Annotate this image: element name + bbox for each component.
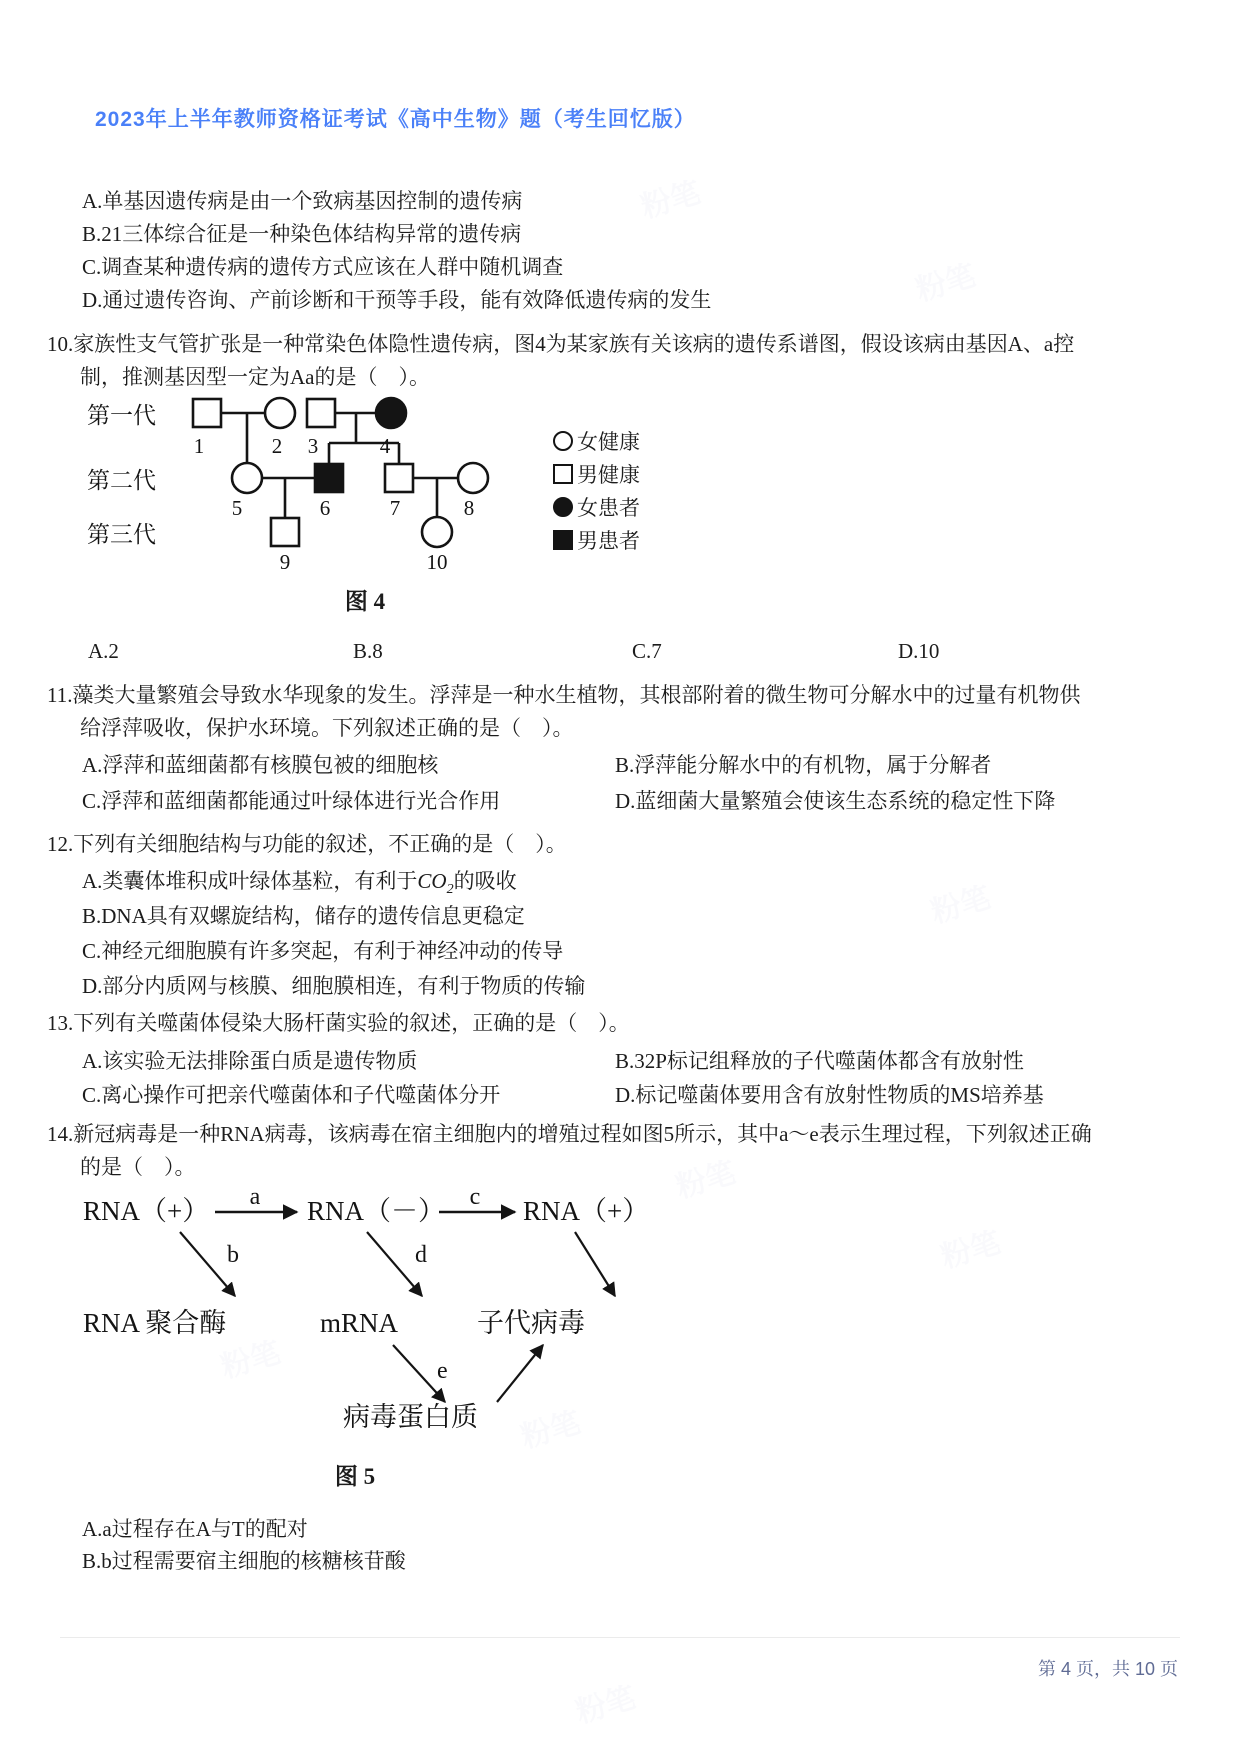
legend-item-affected-female [553,490,640,523]
q9-option-c: C.调查某种遗传病的遗传方式应该在人群中随机调查 [82,255,564,279]
pedigree-number: 5 [231,496,243,520]
legend-label: 男患者 [577,528,640,553]
watermark [935,1218,1005,1277]
pedigree-number: 7 [389,496,401,520]
circle-open-icon [553,431,573,451]
figure4-caption: 图 4 [344,589,386,614]
pedigree-number: 6 [319,496,331,520]
pedigree-legend [553,424,640,556]
pedigree-number: 2 [271,434,283,458]
pedigree-number: 8 [463,496,475,520]
label-process-a: a [249,1190,261,1210]
q14-option-b: B.b过程需要宿主细胞的核糖核苷酸 [82,1549,406,1573]
node-rna-plus-right: RNA（+） [523,1196,650,1226]
q9-option-b: B.21三体综合征是一种染色体结构异常的遗传病 [82,222,522,246]
generation-label-3: 第三代 [87,522,156,547]
q14-stem-line2: 的是（ ）。 [80,1155,196,1179]
q13-option-d: D.标记噬菌体要用含有放射性物质的MS培养基 [615,1083,1044,1107]
q12-stem: 12.下列有关细胞结构与功能的叙述，不正确的是（ ）。 [47,832,567,856]
legend-item-healthy-male [553,457,640,490]
q11-stem-line1: 11.藻类大量繁殖会导致水华现象的发生。浮萍是一种水生植物，其根部附着的微生物可分解水中的过量有机物供 [47,683,1081,707]
legend-label: 女健康 [577,429,640,454]
node-mrna: mRNA [320,1308,399,1338]
q13-option-a: A.该实验无法排除蛋白质是遗传物质 [82,1049,418,1073]
q9-option-a: A.单基因遗传病是由一个致病基因控制的遗传病 [82,189,523,213]
pedigree-number: 3 [307,434,319,458]
pedigree-female-8 [458,463,488,493]
virus-replication-figure [75,1190,655,1435]
pedigree-male-3 [307,399,335,427]
q12-option-a-suffix: 的吸收 [453,869,517,893]
label-process-c: c [469,1190,481,1210]
legend-label: 男健康 [577,462,640,487]
square-filled-icon [553,530,573,550]
circle-filled-icon [553,497,573,517]
node-rna-plus-left: RNA（+） [83,1196,210,1226]
pedigree-number: 9 [279,550,291,574]
q10-stem-line2: 制，推测基因型一定为Aa的是（ ）。 [80,365,430,389]
q10-option-a: A.2 [88,639,119,663]
q13-stem: 13.下列有关噬菌体侵染大肠杆菌实验的叙述，正确的是（ ）。 [47,1011,630,1035]
q10-option-c: C.7 [632,639,662,663]
q11-stem-line2: 给浮萍吸收，保护水环境。下列叙述正确的是（ ）。 [80,716,574,740]
q11-option-c: C.浮萍和蓝细菌都能通过叶绿体进行光合作用 [82,789,501,813]
generation-label-2: 第二代 [87,468,156,493]
pedigree-female-5 [232,463,262,493]
legend-label: 女患者 [577,495,640,520]
node-progeny-virus: 子代病毒 [477,1308,585,1338]
q11-option-a: A.浮萍和蓝细菌都有核膜包被的细胞核 [82,753,439,777]
pedigree-affected-female-4 [376,398,406,428]
q14-option-a: A.a过程存在A与T的配对 [82,1517,308,1541]
label-process-d: d [415,1242,427,1268]
legend-item-healthy-female [553,424,640,457]
q12-option-d: D.部分内质网与核膜、细胞膜相连，有利于物质的传输 [82,974,586,998]
pedigree-number: 4 [379,434,391,458]
co2-formula: CO [417,869,447,893]
co2-subscript: 2 [446,882,454,898]
pedigree-figure [85,393,555,575]
node-viral-protein: 病毒蛋白质 [343,1402,478,1432]
pedigree-female-10 [422,517,452,547]
pedigree-male-7 [385,464,413,492]
figure5-caption: 图 5 [334,1464,376,1489]
page-title: 2023年上半年教师资格证考试《高中生物》题（考生回忆版） [95,108,696,131]
node-rna-polymerase: RNA 聚合酶 [83,1308,227,1338]
q10-stem-line1: 10.家族性支气管扩张是一种常染色体隐性遗传病，图4为某家族有关该病的遗传系谱图，假设该病由基因A、a控 [47,332,1075,356]
label-process-b: b [227,1242,239,1268]
watermark [910,251,980,310]
arrow-protein-to-progeny [497,1345,543,1402]
q13-option-c: C.离心操作可把亲代噬菌体和子代噬菌体分开 [82,1083,501,1107]
pedigree-number: 10 [426,550,448,574]
q9-option-d: D.通过遗传咨询、产前诊断和干预等手段，能有效降低遗传病的发生 [82,288,712,312]
watermark [670,1148,740,1207]
q10-option-d: D.10 [898,639,940,663]
q14-stem-line1: 14.新冠病毒是一种RNA病毒，该病毒在宿主细胞内的增殖过程如图5所示，其中a～e表示生理过程，下列叙述正确 [47,1122,1092,1146]
q12-option-b: B.DNA具有双螺旋结构，储存的遗传信息更稳定 [82,904,525,928]
pedigree-affected-male-6 [315,464,343,492]
q11-option-d: D.蓝细菌大量繁殖会使该生态系统的稳定性下降 [615,789,1056,813]
page-number: 第 4 页，共 10 页 [1037,1659,1178,1679]
pedigree-female-2 [265,398,295,428]
square-open-icon [553,464,573,484]
footer-divider [60,1637,1180,1638]
legend-item-affected-male [553,523,640,556]
q12-option-c: C.神经元细胞膜有许多突起，有利于神经冲动的传导 [82,939,564,963]
q12-option-a [82,870,517,898]
watermark [635,168,705,227]
pedigree-male-9 [271,518,299,546]
q13-option-b: B.32P标记组释放的子代噬菌体都含有放射性 [615,1049,1024,1073]
arrow-process-d [367,1232,422,1296]
generation-label-1: 第一代 [87,403,156,428]
watermark [570,1673,640,1732]
q11-option-b: B.浮萍能分解水中的有机物，属于分解者 [615,753,992,777]
watermark [925,873,995,932]
q10-option-b: B.8 [353,639,383,663]
q12-option-a-text: A.类囊体堆积成叶绿体基粒，有利于 [82,869,418,893]
node-rna-minus: RNA（－） [307,1196,446,1226]
pedigree-male-1 [193,399,221,427]
arrow-to-progeny [575,1232,615,1296]
pedigree-number: 1 [193,434,205,458]
label-process-e: e [437,1358,448,1384]
